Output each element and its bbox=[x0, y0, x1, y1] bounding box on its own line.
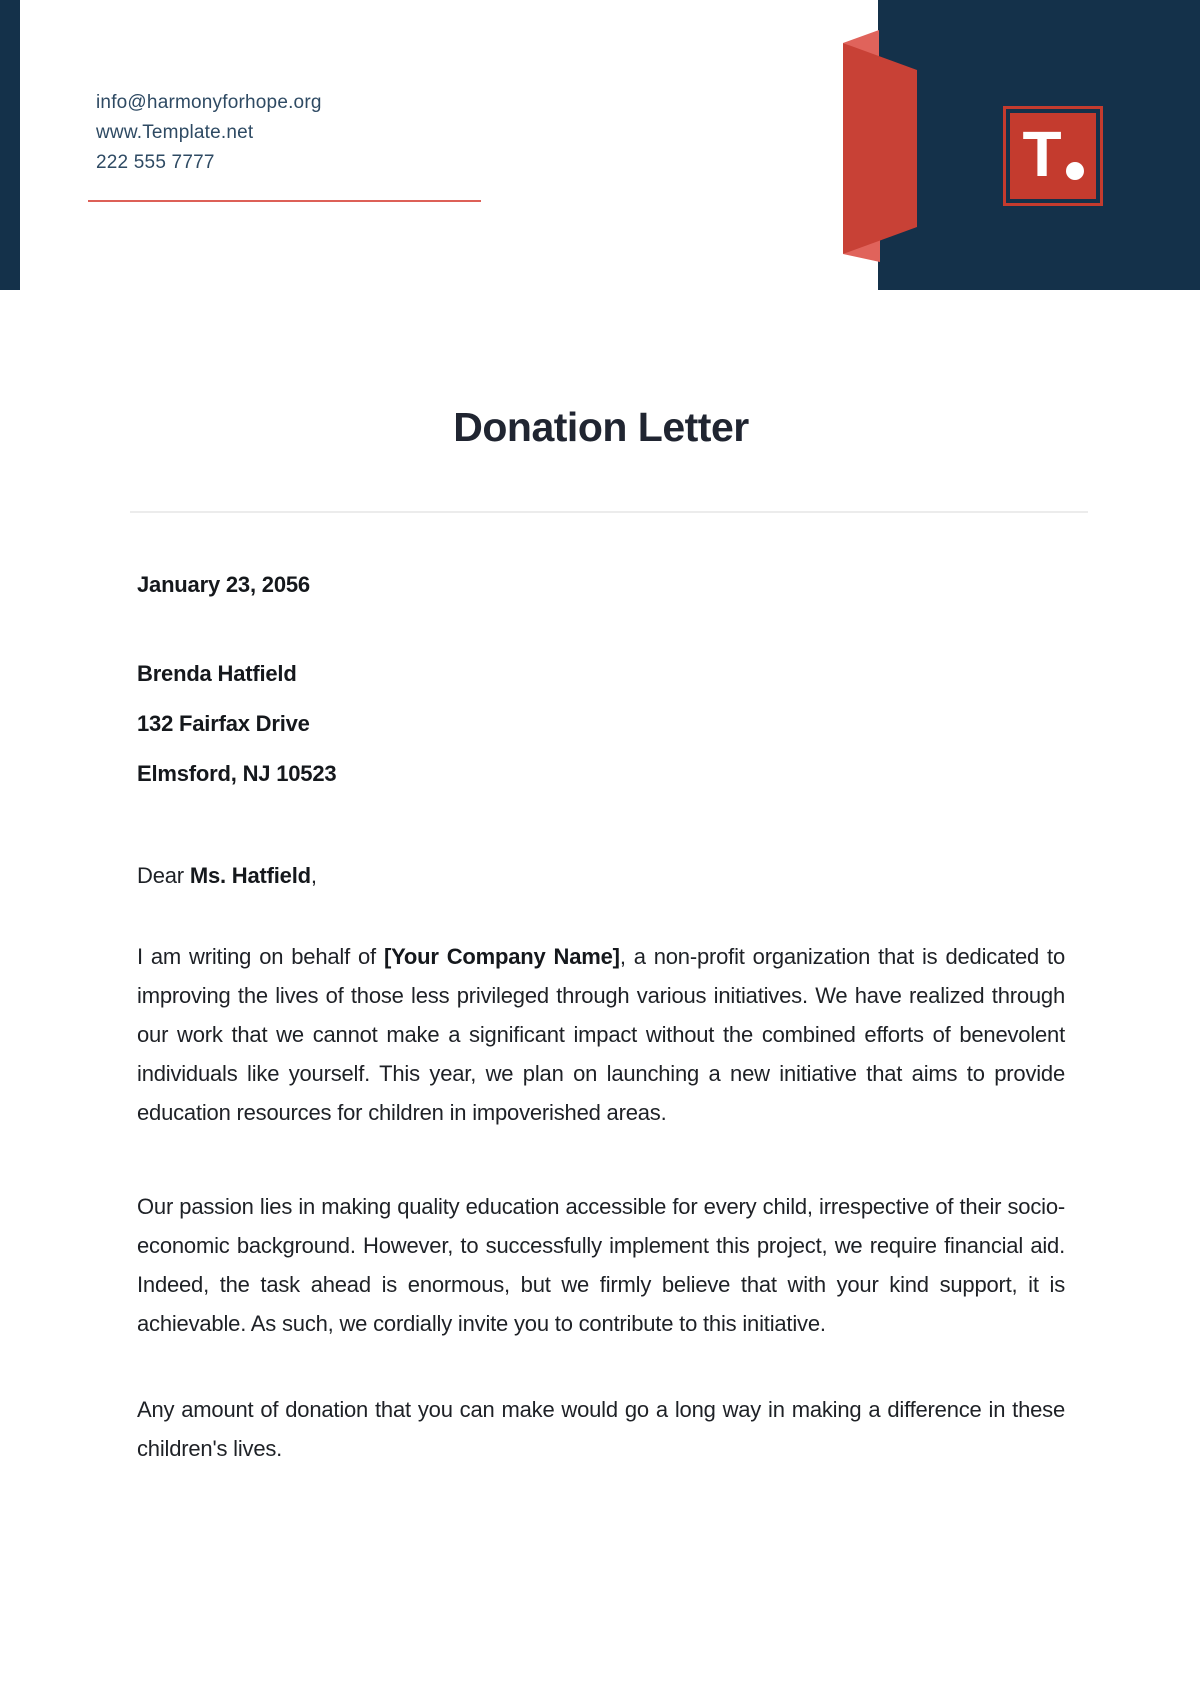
logo-letter: T bbox=[1022, 118, 1061, 190]
salutation-prefix: Dear bbox=[137, 863, 190, 888]
company-name-placeholder: [Your Company Name] bbox=[383, 944, 620, 969]
paragraph-1-text-before: I am writing on behalf of bbox=[137, 944, 384, 969]
body-paragraph-1 bbox=[137, 937, 1065, 1132]
salutation bbox=[137, 856, 1065, 895]
contact-phone: 222 555 7777 bbox=[96, 152, 215, 173]
contact-block bbox=[96, 88, 322, 178]
contact-website[interactable]: www.Template.net bbox=[96, 122, 254, 143]
ribbon-icon bbox=[843, 30, 917, 262]
contact-email[interactable]: info@harmonyforhope.org bbox=[96, 92, 322, 113]
salutation-recipient: Ms. Hatfield bbox=[189, 863, 311, 888]
logo-dot-icon bbox=[1066, 162, 1084, 180]
header-underline bbox=[88, 200, 481, 202]
letter-content bbox=[137, 403, 1065, 1468]
recipient-name: Brenda Hatfield bbox=[137, 661, 297, 686]
title-divider bbox=[130, 511, 1088, 513]
body-paragraph-2: Our passion lies in making quality education accessible for every child, irrespective of their socio-economic background. However, to successfully implement this project, we require financial aid. Indeed, the task ahead is enormous, but we firmly believe that with your kind support, it is achievable. As such, we cordially invite you to contribute to this initiative. bbox=[137, 1194, 1065, 1336]
brand-logo-frame bbox=[1006, 109, 1100, 203]
recipient-address-line2: Elmsford, NJ 10523 bbox=[137, 761, 337, 786]
page-title: Donation Letter bbox=[453, 404, 749, 450]
brand-logo bbox=[1003, 106, 1103, 206]
body-paragraph-3: Any amount of donation that you can make would go a long way in making a difference in these children's lives. bbox=[137, 1397, 1065, 1461]
left-accent-bar bbox=[0, 0, 20, 290]
recipient-address-line1: 132 Fairfax Drive bbox=[137, 711, 310, 736]
salutation-suffix: , bbox=[310, 863, 317, 888]
letter-date: January 23, 2056 bbox=[137, 572, 310, 597]
paragraph-1-text-after: , a non-profit organization that is dedicated to improving the lives of those less privileged through various initiatives. We have realized through our work that we cannot make a significant impact without the combined efforts of benevolent individuals like yourself. This year, we plan on launching a new initiative that aims to provide education resources for children in impoverished areas. bbox=[137, 944, 1066, 1125]
